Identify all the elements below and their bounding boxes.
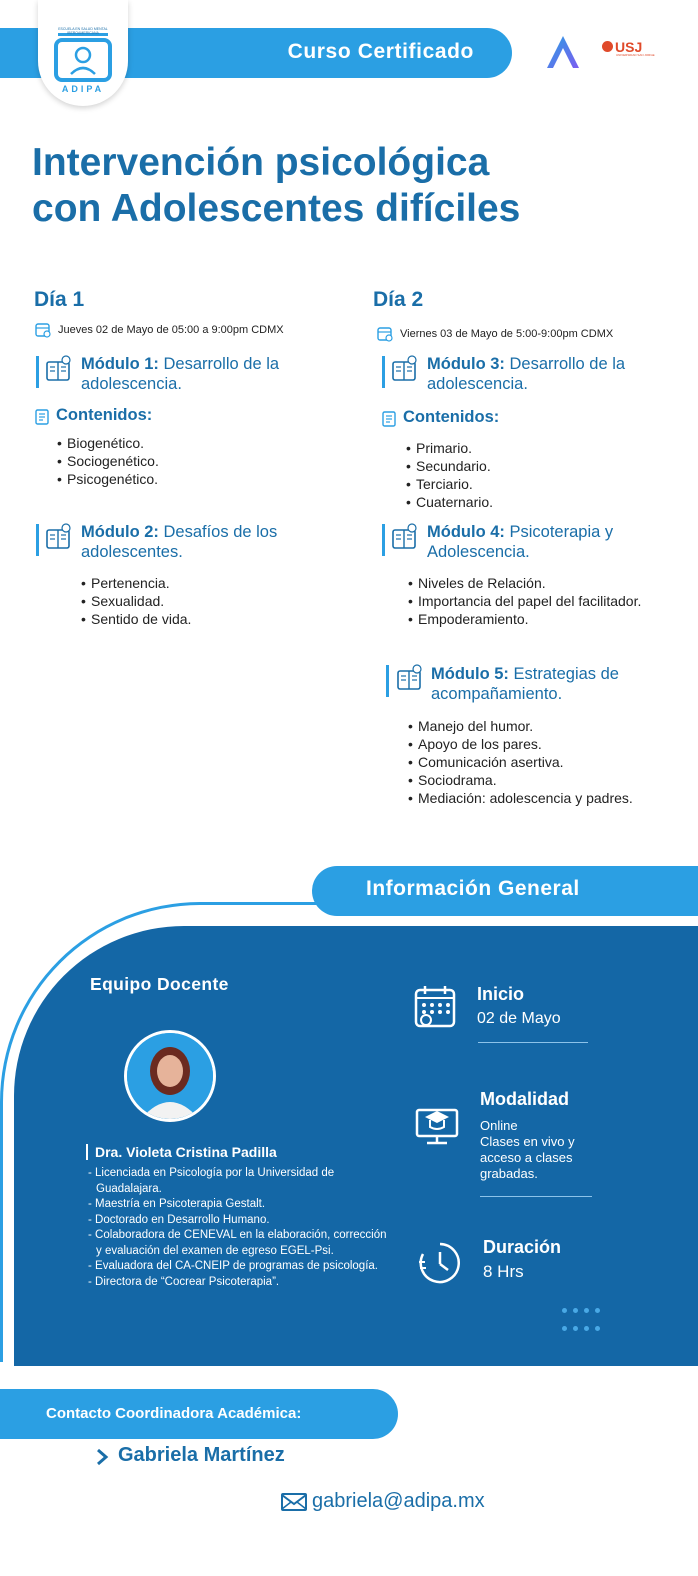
- calendar-icon: [34, 321, 52, 339]
- list-item: • Importancia del papel del facilitador.: [408, 592, 648, 610]
- day1-date-text: Jueves 02 de Mayo de 05:00 a 9:00pm CDMX: [58, 323, 284, 336]
- duration-label: Duración: [483, 1237, 562, 1257]
- module5-list: [408, 717, 638, 807]
- teacher-photo: [124, 1030, 216, 1122]
- module5-name-1: Estrategias de: [513, 665, 619, 683]
- page-title: [32, 140, 672, 232]
- mode-value-1: Online: [480, 1118, 518, 1133]
- day2-date-text: Viernes 03 de Mayo de 5:00-9:00pm CDMX: [400, 327, 614, 340]
- usj-subtitle: UNIVERSIDAD SAN JORGE: [616, 53, 655, 57]
- list-item: • Sexualidad.: [81, 592, 191, 610]
- contact-title: Contacto Coordinadora Académica:: [46, 1405, 302, 1422]
- list-item: • Apoyo de los pares.: [408, 735, 638, 753]
- list-item: • Secundario.: [406, 457, 493, 475]
- info-banner: [312, 866, 698, 916]
- module3-label: Módulo 3:: [427, 355, 505, 373]
- module4-bar: [382, 524, 385, 556]
- mail-icon: [280, 1492, 308, 1512]
- start-label: Inicio: [477, 984, 525, 1004]
- bio-item: - Doctorado en Desarrollo Humano.: [88, 1213, 270, 1226]
- module2-list: [81, 574, 191, 628]
- module4-name-2: Adolescencia.: [427, 543, 530, 561]
- divider: [480, 1196, 592, 1197]
- bio-item: - Colaboradora de CENEVAL en la elaboración, corrección y evaluación del examen de egreso EGEL-Psi.: [88, 1229, 387, 1257]
- module5-label: Módulo 5:: [431, 665, 509, 683]
- usj-logo: [602, 38, 662, 56]
- avatar: [127, 1033, 213, 1119]
- day2-date: [376, 325, 613, 343]
- day1-title: Día 1: [34, 288, 85, 311]
- contents-doc-icon: [381, 410, 399, 428]
- info-section-title: Información General: [366, 877, 580, 900]
- title-line-2: con Adolescentes difíciles: [32, 187, 521, 230]
- teacher-name: Dra. Violeta Cristina Padilla: [86, 1144, 277, 1160]
- logo-text: ADIPA: [61, 84, 105, 94]
- list-item: • Manejo del humor.: [408, 717, 638, 735]
- contact-email[interactable]: [280, 1490, 485, 1513]
- module3-name-2: adolescencia.: [427, 375, 528, 393]
- chevron-right-icon: [95, 1448, 109, 1466]
- day1-contents-title: Contenidos:: [56, 406, 153, 424]
- contents-doc-icon: [34, 408, 52, 426]
- module-book-icon: [390, 522, 420, 552]
- day2-contents-list: [406, 439, 493, 511]
- teacher-bio: [88, 1166, 388, 1290]
- module1-bar: [36, 356, 39, 388]
- title-line-1: Intervención psicológica: [32, 141, 490, 184]
- module-book-icon: [44, 522, 74, 552]
- team-title: Equipo Docente: [90, 974, 229, 994]
- day2-title: Día 2: [373, 288, 424, 311]
- list-item: • Cuaternario.: [406, 493, 493, 511]
- contact-email-text: gabriela@adipa.mx: [312, 1490, 485, 1512]
- list-item: • Biogenético.: [57, 434, 159, 452]
- contact-banner: [0, 1389, 398, 1439]
- module5-name-2: acompañamiento.: [431, 685, 563, 703]
- module4-label: Módulo 4:: [427, 523, 505, 541]
- logo-subtitle: ESCUELA EN SALUD MENTAL IBEROAMERICANA: [58, 27, 108, 35]
- module3-title: [427, 354, 625, 394]
- bio-item: - Maestría en Psicoterapia Gestalt.: [88, 1198, 266, 1210]
- module4-list: [408, 574, 648, 628]
- certified-label: Curso Certificado: [287, 40, 474, 63]
- module2-label: Módulo 2:: [81, 523, 159, 541]
- usj-text: USJ: [615, 38, 643, 55]
- module1-title: [81, 354, 279, 394]
- module2-name-1: Desafíos de los: [163, 523, 278, 541]
- bio-item: - Licenciada en Psicología por la Universidad de Guadalajara.: [88, 1167, 335, 1195]
- module-book-icon: [390, 354, 420, 384]
- divider: [478, 1042, 588, 1043]
- list-item: • Psicogenético.: [57, 470, 159, 488]
- clock-icon: [417, 1240, 463, 1286]
- decorative-dots: [562, 1308, 632, 1344]
- start-value: 02 de Mayo: [477, 1010, 561, 1027]
- day2-contents-title: Contenidos:: [403, 408, 500, 426]
- graduation-screen-icon: [414, 1100, 460, 1146]
- module2-bar: [36, 524, 39, 556]
- module2-name-2: adolescentes.: [81, 543, 183, 561]
- list-item: • Terciario.: [406, 475, 493, 493]
- calendar-icon: [376, 325, 394, 343]
- list-item: • Comunicación asertiva.: [408, 753, 638, 771]
- duration-value: 8 Hrs: [483, 1262, 524, 1281]
- module1-label: Módulo 1:: [81, 355, 159, 373]
- adipa-logo: [38, 0, 128, 106]
- module4-name-1: Psicoterapia y: [509, 523, 614, 541]
- module3-name-1: Desarrollo de la: [509, 355, 626, 373]
- mode-label: Modalidad: [480, 1089, 569, 1109]
- list-item: • Primario.: [406, 439, 493, 457]
- bio-item: - Evaluadora del CA-CNEIP de programas de psicología.: [88, 1260, 378, 1272]
- calendar-icon: [413, 984, 459, 1030]
- module3-bar: [382, 356, 385, 388]
- list-item: • Sociogenético.: [57, 452, 159, 470]
- module-book-icon: [395, 663, 425, 693]
- contact-name: Gabriela Martínez: [118, 1444, 285, 1466]
- adipa-a-logo-icon: [543, 32, 583, 72]
- module5-title: [431, 664, 619, 704]
- day1-date: [34, 321, 284, 339]
- module1-name-2: adolescencia.: [81, 375, 182, 393]
- module4-title: [427, 522, 613, 562]
- usj-globe-icon: [602, 41, 613, 52]
- module1-name-1: Desarrollo de la: [163, 355, 280, 373]
- list-item: • Empoderamiento.: [408, 610, 648, 628]
- bio-item: - Directora de “Cocrear Psicoterapia”.: [88, 1275, 280, 1288]
- list-item: • Pertenencia.: [81, 574, 191, 592]
- list-item: • Sociodrama.: [408, 771, 638, 789]
- list-item: • Sentido de vida.: [81, 610, 191, 628]
- module2-title: [81, 522, 277, 562]
- module-book-icon: [44, 354, 74, 384]
- list-item: • Mediación: adolescencia y padres.: [408, 789, 638, 807]
- day1-contents-list: [57, 434, 159, 488]
- list-item: • Niveles de Relación.: [408, 574, 648, 592]
- module5-bar: [386, 665, 389, 697]
- mode-value-2: Clases en vivo y acceso a clases grabadas.: [480, 1134, 575, 1181]
